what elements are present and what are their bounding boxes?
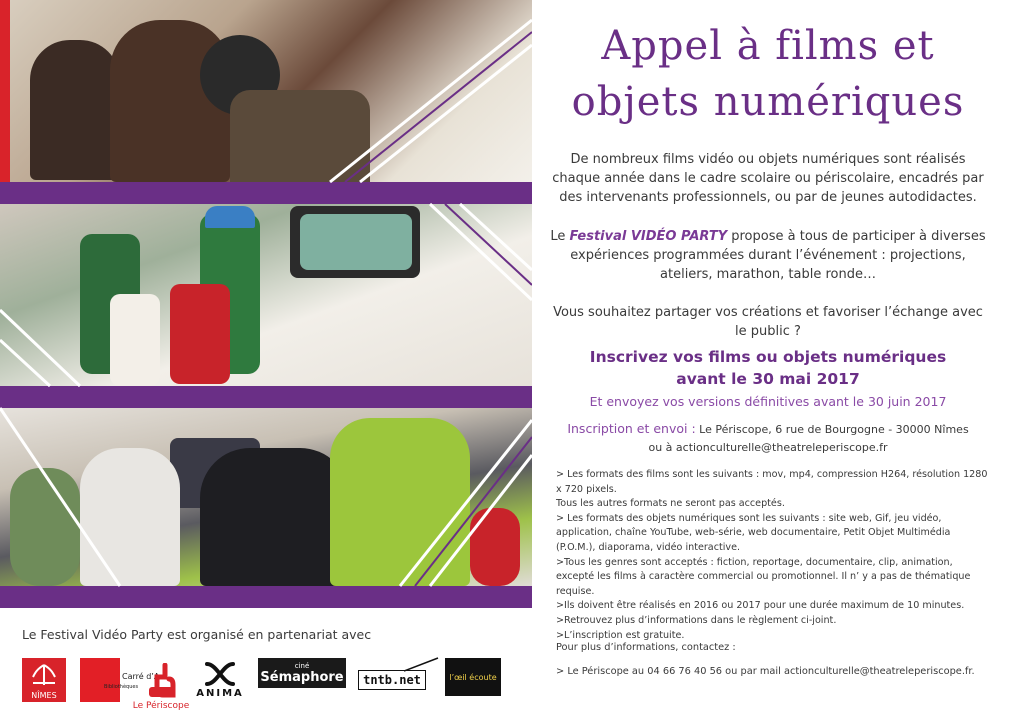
rule-item: >Tous les genres sont acceptés : fiction, reportage, documentaire, clip, animation, excepté les films à caractère commercial ou promotionnel. Il n’ y a pas de thématique requise. [556,556,971,597]
periscope-logo [132,660,190,714]
cta-heading-line2: avant le 30 mai 2017 [676,370,860,388]
semaphore-top-text: ciné [294,661,310,670]
nimes-logo-text: NÎMES [31,691,57,700]
rule-item: >Retrouvez plus d’informations dans le règlement ci-joint. [556,614,837,626]
rule-item: >Ils doivent être réalisés en 2016 ou 2017 pour une durée maximum de 10 minutes. [556,600,965,612]
cta-heading-line1: Inscrivez vos films ou objets numériques [589,348,947,366]
anima-logo-text: ANIMA [196,687,244,699]
rules-list [556,468,988,643]
rule-item: > Les formats des objets numériques sont les suivants : site web, Gif, jeu vidéo, application, chaîne YouTube, web-série, web documentaire, Petit Objet Multimédia (P.O.M.), diaporama, vidéo interactive. [556,512,951,553]
anima-logo [192,656,248,702]
nimes-logo [22,658,66,702]
inscription-email[interactable]: ou à actionculturelle@theatreleperiscope.fr [648,441,888,454]
crocodile-palm-icon [29,663,59,689]
festival-text: propose à tous de participer à diverses expériences programmées durant l’événement : projections, ateliers, marathon, table ronde… [570,229,986,282]
oeil-ecoute-logo [445,658,501,696]
carre-art-sub: Bibliothèques [104,684,139,690]
carre-art-logo [80,658,166,702]
page-title: Appel à films et objets numériques [571,23,965,125]
festival-prefix: Le [550,229,566,244]
intro-paragraph: De nombreux films vidéo ou objets numériques sont réalisés chaque année dans le cadre scolaire ou périscolaire, encadrés par des intervenants professionnels, ou par de jeunes autodidactes. [552,152,984,205]
question-paragraph: Vous souhaitez partager vos créations et favoriser l’échange avec le public ? [553,305,983,339]
semaphore-text: Sémaphore [260,669,344,685]
final-version-deadline: Et envoyez vos versions définitives avant le 30 juin 2017 [589,394,947,409]
photo-collage [0,0,532,610]
partner-text: Le Festival Vidéo Party est organisé en partenariat avec [22,627,372,642]
carre-art-text: Carré d’Art [122,672,166,681]
contact-intro: Pour plus d’informations, contactez : [556,642,736,653]
rule-item: >L’inscription est gratuite. [556,629,685,641]
decorative-diagonal-lines [0,0,532,610]
rule-item: > Les formats des films sont les suivants : mov, mp4, compression H264, résolution 1280 x 720 pixels. [556,469,988,495]
tntb-line-icon [404,656,440,672]
tntb-logo-text: tntb.net [363,673,421,687]
contact-line[interactable]: > Le Périscope au 04 66 76 40 56 ou par mail actionculturelle@theatreleperiscope.fr. [556,666,975,677]
cine-semaphore-logo [258,658,346,688]
festival-paragraph [548,227,988,284]
inscription-block [548,420,988,457]
tntb-logo [358,670,426,690]
periscope-icon [143,663,179,701]
oeil-logo-text: l’œil écoute [449,672,497,682]
anima-icon [203,660,237,688]
rule-item: Tous les autres formats ne seront pas acceptés. [556,498,785,510]
inscription-address: Le Périscope, 6 rue de Bourgogne - 30000 Nîmes [699,423,969,436]
inscription-label: Inscription et envoi : [567,421,696,436]
festival-name: Festival VIDÉO PARTY [569,229,728,244]
periscope-logo-text: Le Périscope [132,701,190,711]
